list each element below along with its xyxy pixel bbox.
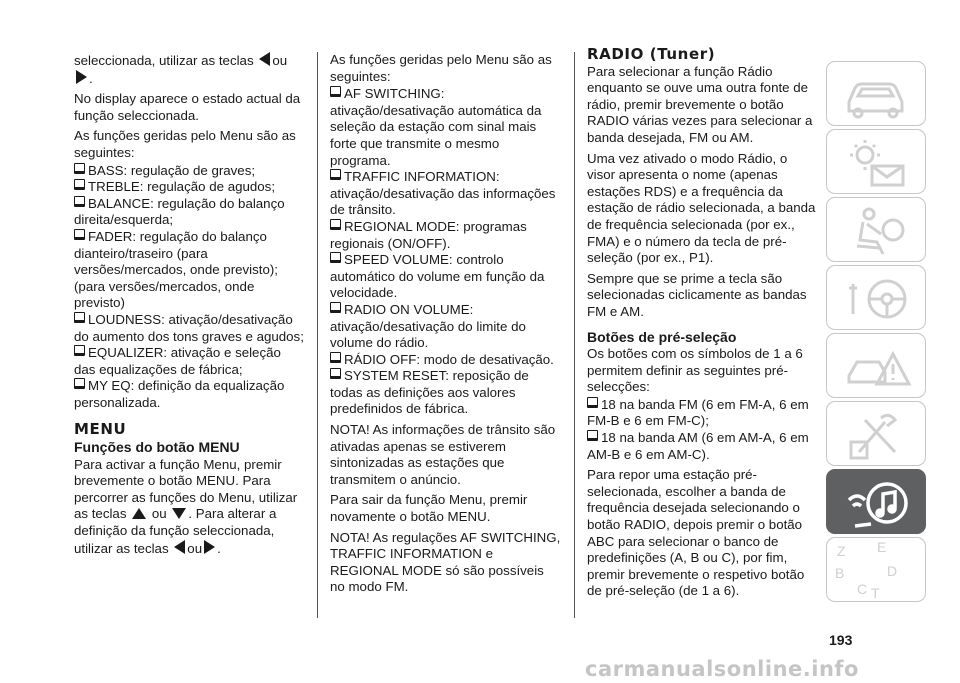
road-hazard-icon [827, 334, 927, 399]
paragraph: Uma vez ativado o modo Rádio, o visor apresenta o nome (apenas estações RDS) e a frequência da estação de rádio selecionada, a banda de frequência selecionada (por ex., FMA) e o número da tecla de pré-seleção (por ex., P1). [587, 150, 816, 266]
list-item: LOUDNESS: ativação/desativação do aumento dos tons graves e agudos; [74, 311, 304, 344]
paragraph: No display aparece o estado actual da função seleccionada. [74, 91, 301, 123]
multimedia-icon [827, 470, 927, 535]
section-title-radio: RADIO (Tuner) [587, 45, 716, 63]
paragraph: Os botões com os símbolos de 1 a 6 permitem definir as seguintes pré-selecções: [587, 346, 803, 395]
down-arrow-icon [172, 508, 186, 519]
section-subtitle-presets: Botões de pré-seleção [587, 328, 737, 345]
list-item: MY EQ: definição da equalização personalizada. [74, 378, 285, 410]
bullet-icon [330, 252, 341, 263]
list-item: SYSTEM RESET: reposição de todas as definições aos valores predefinidos de fábrica. [330, 368, 529, 417]
tab-starting-driving[interactable] [826, 265, 926, 330]
paragraph: Para activar a função Menu, premir brevemente o botão MENU. Para percorrer as funções do Menu, utilizar as teclas ou . Para alterar a definição da função seleccionada, utilizar as teclas ou . [74, 456, 298, 556]
watermark[interactable]: carmanualsonline.info [585, 657, 859, 681]
paragraph: As funções geridas pelo Menu são as seguintes: [74, 128, 296, 160]
index-letter: E [877, 539, 887, 555]
bullet-icon [587, 397, 598, 408]
index-letter: C [857, 581, 868, 597]
chapter-tabs [826, 61, 926, 605]
tools-icon [827, 402, 927, 467]
left-arrow-icon [174, 540, 185, 554]
tab-safety[interactable] [826, 197, 926, 262]
left-arrow-icon [259, 52, 270, 66]
up-arrow-icon [132, 508, 146, 519]
column-divider-2 [574, 52, 575, 618]
list-item: EQUALIZER: ativação e seleção das equalizações de fábrica; [74, 345, 281, 377]
bullet-icon [330, 352, 341, 363]
index-letter: Z [837, 543, 846, 559]
bullet-icon [74, 378, 85, 389]
bullet-icon [330, 302, 341, 313]
car-icon [827, 62, 927, 127]
list-item: 18 na banda FM (6 em FM-A, 6 em FM-B e 6 em FM-C); [587, 396, 809, 429]
section-title-menu: MENU [74, 420, 127, 439]
column-3 [587, 45, 819, 604]
tab-multimedia[interactable] [826, 469, 926, 534]
bullet-icon [330, 86, 341, 97]
bullet-icon [74, 196, 85, 207]
index-letter: B [835, 565, 845, 581]
index-letter: T [871, 585, 880, 601]
bullet-icon [330, 169, 341, 180]
list-item: 18 na banda AM (6 em AM-A, 6 em AM-B e 6 em AM-C). [587, 430, 809, 462]
bullet-icon [74, 312, 85, 323]
right-arrow-icon [76, 70, 87, 84]
note: NOTA! As regulações AF SWITCHING, TRAFFIC INFORMATION e REGIONAL MODE só são possíveis no modo FM. [330, 529, 561, 595]
tab-maintenance[interactable] [826, 401, 926, 466]
section-subtitle-menu: Funções do botão MENU [74, 439, 240, 456]
index-icon [827, 538, 927, 603]
bullet-icon [74, 345, 85, 356]
intro-line: seleccionada, utilizar as teclas ou . [74, 53, 288, 86]
tab-index[interactable] [826, 537, 926, 602]
note: NOTA! As informações de trânsito são ativadas apenas se estiverem sintonizadas as estações que transmitem o anúncio. [330, 422, 556, 487]
list-item: TRAFFIC INFORMATION: ativação/desativação das informações de trânsito. [330, 169, 556, 218]
list-item: AF SWITCHING: ativação/desativação automática da seleção da estação com sinal mais forte que transmite o mesmo programa. [330, 86, 542, 168]
column-1 [74, 52, 306, 557]
tab-dashboard-lights[interactable] [826, 129, 926, 194]
list-item: FADER: regulação do balanço dianteiro/traseiro (para versões/mercados, onde previsto);(para versões/mercados, onde previsto) [74, 228, 278, 311]
list-item: TREBLE: regulação de agudos; [74, 179, 306, 196]
bullet-icon [330, 368, 341, 379]
list-item: REGIONAL MODE: programas regionais (ON/OFF). [330, 218, 527, 251]
paragraph: Para sair da função Menu, premir novamente o botão MENU. [330, 492, 528, 525]
bullet-icon [74, 179, 85, 190]
bullet-icon [330, 219, 341, 230]
list-item: BASS: regulação de graves; [74, 163, 306, 180]
steering-wheel-icon [827, 266, 927, 331]
paragraph: Para selecionar a função Rádio enquanto se ouve uma outra fonte de rádio, premir brevemente o botão RADIO várias vezes para selecionar a banda desejada, FM ou AM. [587, 63, 813, 145]
paragraph: Sempre que se prime a tecla são selecionadas ciclicamente as bandas FM e AM. [587, 270, 807, 319]
list-item: BALANCE: regulação do balanço direita/esquerda; [74, 195, 285, 228]
bullet-icon [74, 229, 85, 240]
list-item: RADIO ON VOLUME: ativação/desativação do limite do volume do rádio. [330, 301, 526, 351]
bullet-icon [74, 163, 85, 174]
seat-airbag-icon [827, 198, 927, 263]
column-2 [330, 52, 562, 600]
paragraph: As funções geridas pelo Menu são as seguintes: [330, 52, 552, 84]
tab-emergency[interactable] [826, 333, 926, 398]
warning-lights-icon [827, 130, 927, 195]
list-item: SPEED VOLUME: controlo automático do volume em função da velocidade. [330, 252, 545, 301]
right-arrow-icon [204, 540, 215, 554]
column-divider-1 [317, 52, 318, 618]
index-letter: D [887, 563, 898, 579]
paragraph: Para repor uma estação pré-selecionada, escolher a banda de frequência desejada selecionando o botão RADIO, depois premir o botão ABC para selecionar o banco de predefinições (A, B ou C), por fim, premir brevemente o respetivo botão de pré-seleção (de 1 a 6). [587, 467, 805, 599]
page-number: 193 [829, 632, 853, 648]
tab-vehicle[interactable] [826, 61, 926, 126]
list-item: RÁDIO OFF: modo de desativação. [330, 352, 562, 369]
bullet-icon [587, 430, 598, 441]
